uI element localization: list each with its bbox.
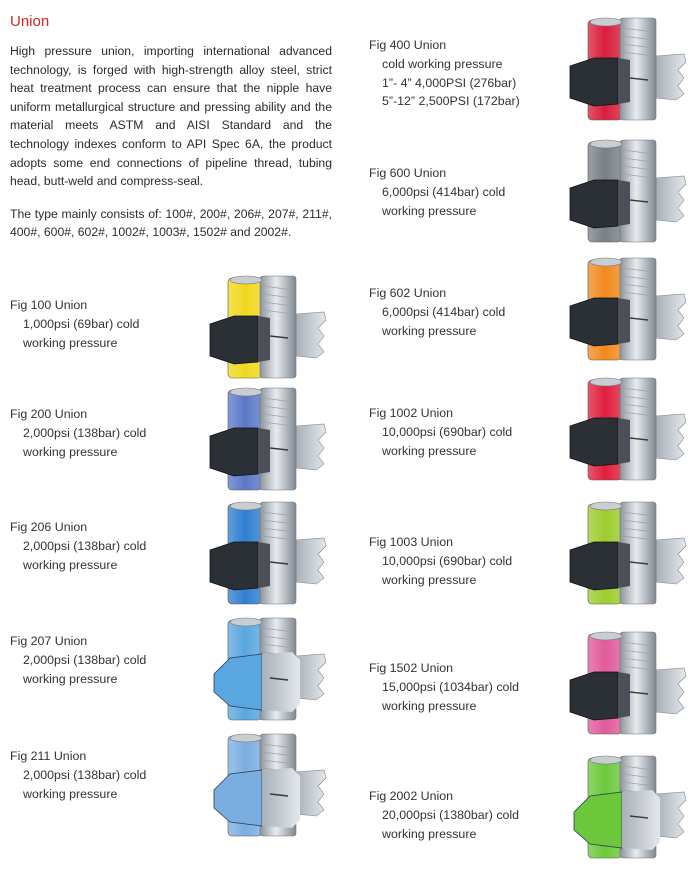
fig-spec-line-1: 2,000psi (138bar) cold <box>23 425 147 440</box>
fig-name: Fig 1502 Union <box>369 661 454 675</box>
fig-1502-union-image <box>560 628 690 738</box>
fig-name: Fig 600 Union <box>369 166 447 180</box>
fig-spec-line-2: working pressure <box>23 335 118 350</box>
fig-spec-line-2: working pressure <box>382 572 477 587</box>
fig-602-union-image <box>560 254 690 364</box>
fig-1502-union <box>369 659 519 715</box>
intro-text <box>10 42 332 256</box>
fig-206-union <box>10 518 146 574</box>
fig-spec-line-1: 6,000psi (414bar) cold <box>382 304 506 319</box>
fig-name: Fig 1002 Union <box>369 406 454 420</box>
fig-spec-line-1: 2,000psi (138bar) cold <box>23 538 147 553</box>
fig-spec-line-1: 1,000psi (69bar) cold <box>23 316 140 331</box>
fig-211-union <box>10 747 146 803</box>
fig-200-union <box>10 405 146 461</box>
fig-name: Fig 100 Union <box>10 298 88 312</box>
fig-206-union-image <box>200 498 330 608</box>
fig-name: Fig 207 Union <box>10 634 88 648</box>
fig-spec-line-2: working pressure <box>382 698 477 713</box>
fig-name: Fig 602 Union <box>369 286 447 300</box>
fig-spec-line-1: 15,000psi (1034bar) cold <box>382 679 520 694</box>
fig-207-union <box>10 632 146 688</box>
fig-spec-line-1: 10,000psi (690bar) cold <box>382 424 513 439</box>
fig-400-union-image <box>560 14 690 124</box>
fig-spec-line-2: working pressure <box>382 443 477 458</box>
fig-name: Fig 400 Union <box>369 38 447 52</box>
intro-paragraph-2: The type mainly consists of: 100#, 200#, 206#, 207#, 211#, 400#, 600#, 602#, 1002#, 1003#, 1502# and 2002#. <box>10 206 332 240</box>
fig-spec-line-1: 2,000psi (138bar) cold <box>23 767 147 782</box>
fig-400-union <box>369 36 520 111</box>
fig-name: Fig 1003 Union <box>369 535 454 549</box>
fig-spec-line-2: working pressure <box>382 826 477 841</box>
fig-1003-union-image <box>560 498 690 608</box>
fig-name: Fig 206 Union <box>10 520 88 534</box>
fig-spec-line-2: working pressure <box>382 323 477 338</box>
fig-name: Fig 2002 Union <box>369 789 454 803</box>
fig-1002-union-image <box>560 374 690 484</box>
fig-spec-line-2: 1”- 4” 4,000PSI (276bar) <box>382 75 517 90</box>
fig-1003-union <box>369 533 512 589</box>
fig-spec-line-1: 6,000psi (414bar) cold <box>382 184 506 199</box>
fig-207-union-image <box>200 614 330 724</box>
fig-spec-line-2: working pressure <box>23 444 118 459</box>
fig-200-union-image <box>200 384 330 494</box>
fig-spec-line-2: working pressure <box>382 203 477 218</box>
fig-spec-line-2: working pressure <box>23 786 118 801</box>
fig-spec-line-2: working pressure <box>23 671 118 686</box>
fig-name: Fig 211 Union <box>10 749 87 763</box>
fig-2002-union <box>369 787 519 843</box>
fig-100-union <box>10 296 139 352</box>
fig-name: Fig 200 Union <box>10 407 88 421</box>
fig-211-union-image <box>200 730 330 840</box>
fig-1002-union <box>369 404 512 460</box>
fig-2002-union-image <box>560 752 690 862</box>
fig-600-union-image <box>560 136 690 246</box>
fig-spec-line-3: 5”-12” 2,500PSI (172bar) <box>382 94 520 109</box>
fig-spec-line-1: 20,000psi (1380bar) cold <box>382 807 520 822</box>
fig-spec-line-1: 10,000psi (690bar) cold <box>382 553 513 568</box>
intro-paragraph-1: High pressure union, importing international advanced technology, is forged with high-strength alloy steel, strict heat treatment process can ensure that the nipple have uniform metallurgical structure and pressing ability and the material meets ASTM and AISI Standard and the technology indexes conform to API Spec 6A, the product adopts some end connections of pipeline thread, tubing head, butt-weld and compress-seal. <box>10 44 332 189</box>
fig-602-union <box>369 284 505 340</box>
fig-spec-line-2: working pressure <box>23 557 118 572</box>
fig-600-union <box>369 164 505 220</box>
fig-spec-line-1: 2,000psi (138bar) cold <box>23 652 147 667</box>
page-title: Union <box>10 13 50 30</box>
fig-spec-line-1: cold working pressure <box>382 56 503 71</box>
fig-100-union-image <box>200 272 330 382</box>
